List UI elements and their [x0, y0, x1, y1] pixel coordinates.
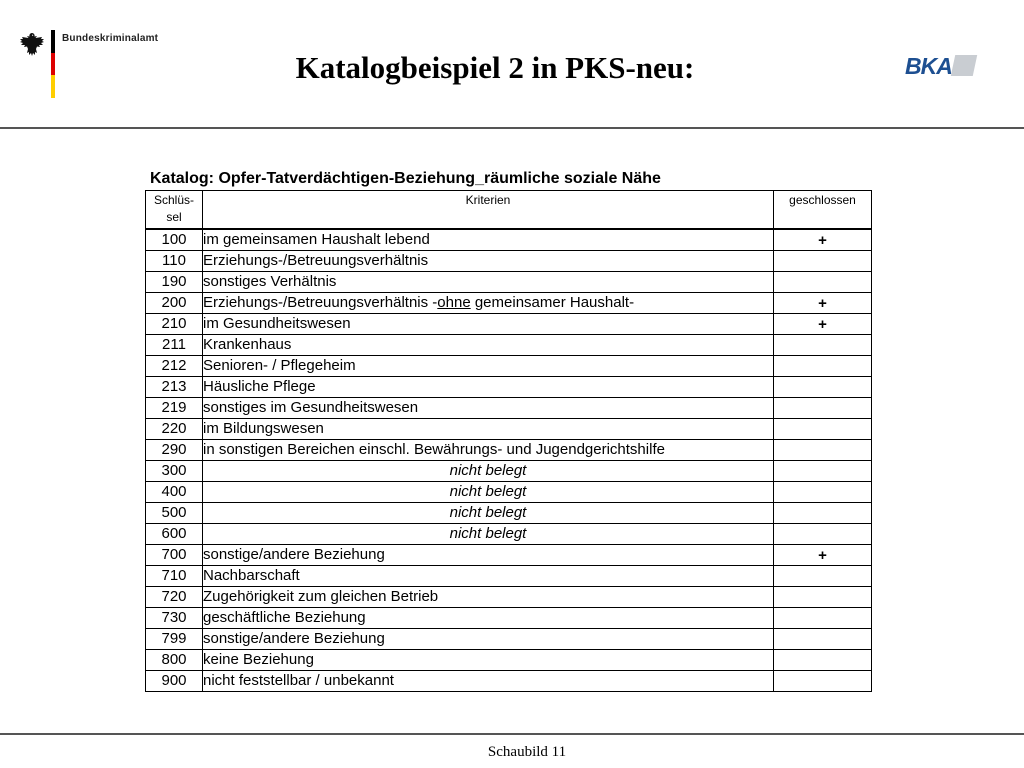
row-key: 300: [146, 461, 203, 482]
row-criteria: Krankenhaus: [203, 335, 774, 356]
row-key: 290: [146, 440, 203, 461]
catalog-table: [145, 190, 872, 692]
row-criteria: nicht belegt: [203, 482, 774, 503]
row-closed-mark: [774, 482, 872, 503]
table-row: [146, 482, 872, 503]
row-key: 219: [146, 398, 203, 419]
row-key: 220: [146, 419, 203, 440]
table-row: [146, 272, 872, 293]
row-criteria: in sonstigen Bereichen einschl. Bewährungs- und Jugendgerichtshilfe: [203, 440, 774, 461]
row-criteria: keine Beziehung: [203, 650, 774, 671]
table-row: [146, 229, 872, 251]
row-criteria: sonstiges Verhältnis: [203, 272, 774, 293]
row-key: 800: [146, 650, 203, 671]
row-closed-mark: [774, 566, 872, 587]
row-criteria: im Bildungswesen: [203, 419, 774, 440]
row-closed-mark: [774, 377, 872, 398]
header-divider: [0, 127, 1024, 129]
table-row: [146, 419, 872, 440]
table-row: [146, 566, 872, 587]
column-header-closed: geschlossen: [774, 191, 872, 230]
table-row: [146, 629, 872, 650]
row-closed-mark: [774, 461, 872, 482]
row-key: 700: [146, 545, 203, 566]
row-criteria: sonstige/andere Beziehung: [203, 629, 774, 650]
row-key: 211: [146, 335, 203, 356]
row-closed-mark: +: [774, 293, 872, 314]
table-row: [146, 398, 872, 419]
table-header-row: [146, 191, 872, 230]
row-closed-mark: [774, 356, 872, 377]
row-closed-mark: +: [774, 229, 872, 251]
row-closed-mark: [774, 335, 872, 356]
column-header-key: Schlüs- sel: [146, 191, 203, 230]
row-key: 400: [146, 482, 203, 503]
footer-divider: [0, 733, 1024, 735]
row-key: 212: [146, 356, 203, 377]
row-key: 730: [146, 608, 203, 629]
table-row: [146, 503, 872, 524]
row-criteria: Zugehörigkeit zum gleichen Betrieb: [203, 587, 774, 608]
row-criteria: nicht belegt: [203, 503, 774, 524]
row-closed-mark: [774, 272, 872, 293]
catalog-title: Katalog: Opfer-Tatverdächtigen-Beziehung_räumliche soziale Nähe: [150, 170, 661, 187]
row-key: 720: [146, 587, 203, 608]
table-row: [146, 461, 872, 482]
table-row: [146, 524, 872, 545]
table-row: [146, 356, 872, 377]
row-closed-mark: [774, 419, 872, 440]
bka-logo-bar: [951, 55, 977, 76]
table-row: [146, 608, 872, 629]
bka-logo-text: BKA: [905, 53, 952, 79]
row-key: 213: [146, 377, 203, 398]
row-closed-mark: [774, 608, 872, 629]
page-title: Katalogbeispiel 2 in PKS-neu:: [295, 50, 695, 85]
row-criteria-underlined: ohne: [437, 294, 471, 311]
row-key: 100: [146, 229, 203, 251]
row-key: 190: [146, 272, 203, 293]
row-criteria: Erziehungs-/Betreuungsverhältnis: [203, 251, 774, 272]
row-criteria: sonstiges im Gesundheitswesen: [203, 398, 774, 419]
table-row: [146, 587, 872, 608]
row-closed-mark: [774, 440, 872, 461]
row-key: 600: [146, 524, 203, 545]
row-key: 500: [146, 503, 203, 524]
row-key: 210: [146, 314, 203, 335]
row-closed-mark: [774, 671, 872, 692]
row-closed-mark: [774, 398, 872, 419]
row-criteria: nicht feststellbar / unbekannt: [203, 671, 774, 692]
row-closed-mark: +: [774, 314, 872, 335]
row-closed-mark: [774, 503, 872, 524]
row-closed-mark: +: [774, 545, 872, 566]
row-criteria: geschäftliche Beziehung: [203, 608, 774, 629]
row-closed-mark: [774, 587, 872, 608]
table-row: [146, 440, 872, 461]
row-criteria: Senioren- / Pflegeheim: [203, 356, 774, 377]
row-criteria: nicht belegt: [203, 524, 774, 545]
row-criteria: im Gesundheitswesen: [203, 314, 774, 335]
table-row: [146, 650, 872, 671]
table-row: [146, 545, 872, 566]
table-row: [146, 314, 872, 335]
row-criteria: im gemeinsamen Haushalt lebend: [203, 229, 774, 251]
bka-logo: [905, 55, 975, 77]
row-criteria-pre: Erziehungs-/Betreuungsverhältnis -: [203, 294, 438, 311]
column-header-criteria: Kriterien: [203, 191, 774, 230]
row-criteria: [203, 293, 774, 314]
table-row: [146, 671, 872, 692]
row-key: 900: [146, 671, 203, 692]
row-criteria: nicht belegt: [203, 461, 774, 482]
table-row: [146, 251, 872, 272]
row-closed-mark: [774, 650, 872, 671]
row-criteria: Nachbarschaft: [203, 566, 774, 587]
table-row: [146, 335, 872, 356]
row-criteria: Häusliche Pflege: [203, 377, 774, 398]
row-key: 710: [146, 566, 203, 587]
row-closed-mark: [774, 524, 872, 545]
row-key: 799: [146, 629, 203, 650]
row-closed-mark: [774, 629, 872, 650]
row-criteria: sonstige/andere Beziehung: [203, 545, 774, 566]
row-criteria-post: gemeinsamer Haushalt-: [470, 294, 635, 311]
table-row: [146, 377, 872, 398]
row-key: 110: [146, 251, 203, 272]
row-closed-mark: [774, 251, 872, 272]
row-key: 200: [146, 293, 203, 314]
slide-number-label: Schaubild 11: [487, 744, 567, 760]
org-name: Bundeskriminalamt: [62, 33, 159, 44]
table-row: [146, 293, 872, 314]
